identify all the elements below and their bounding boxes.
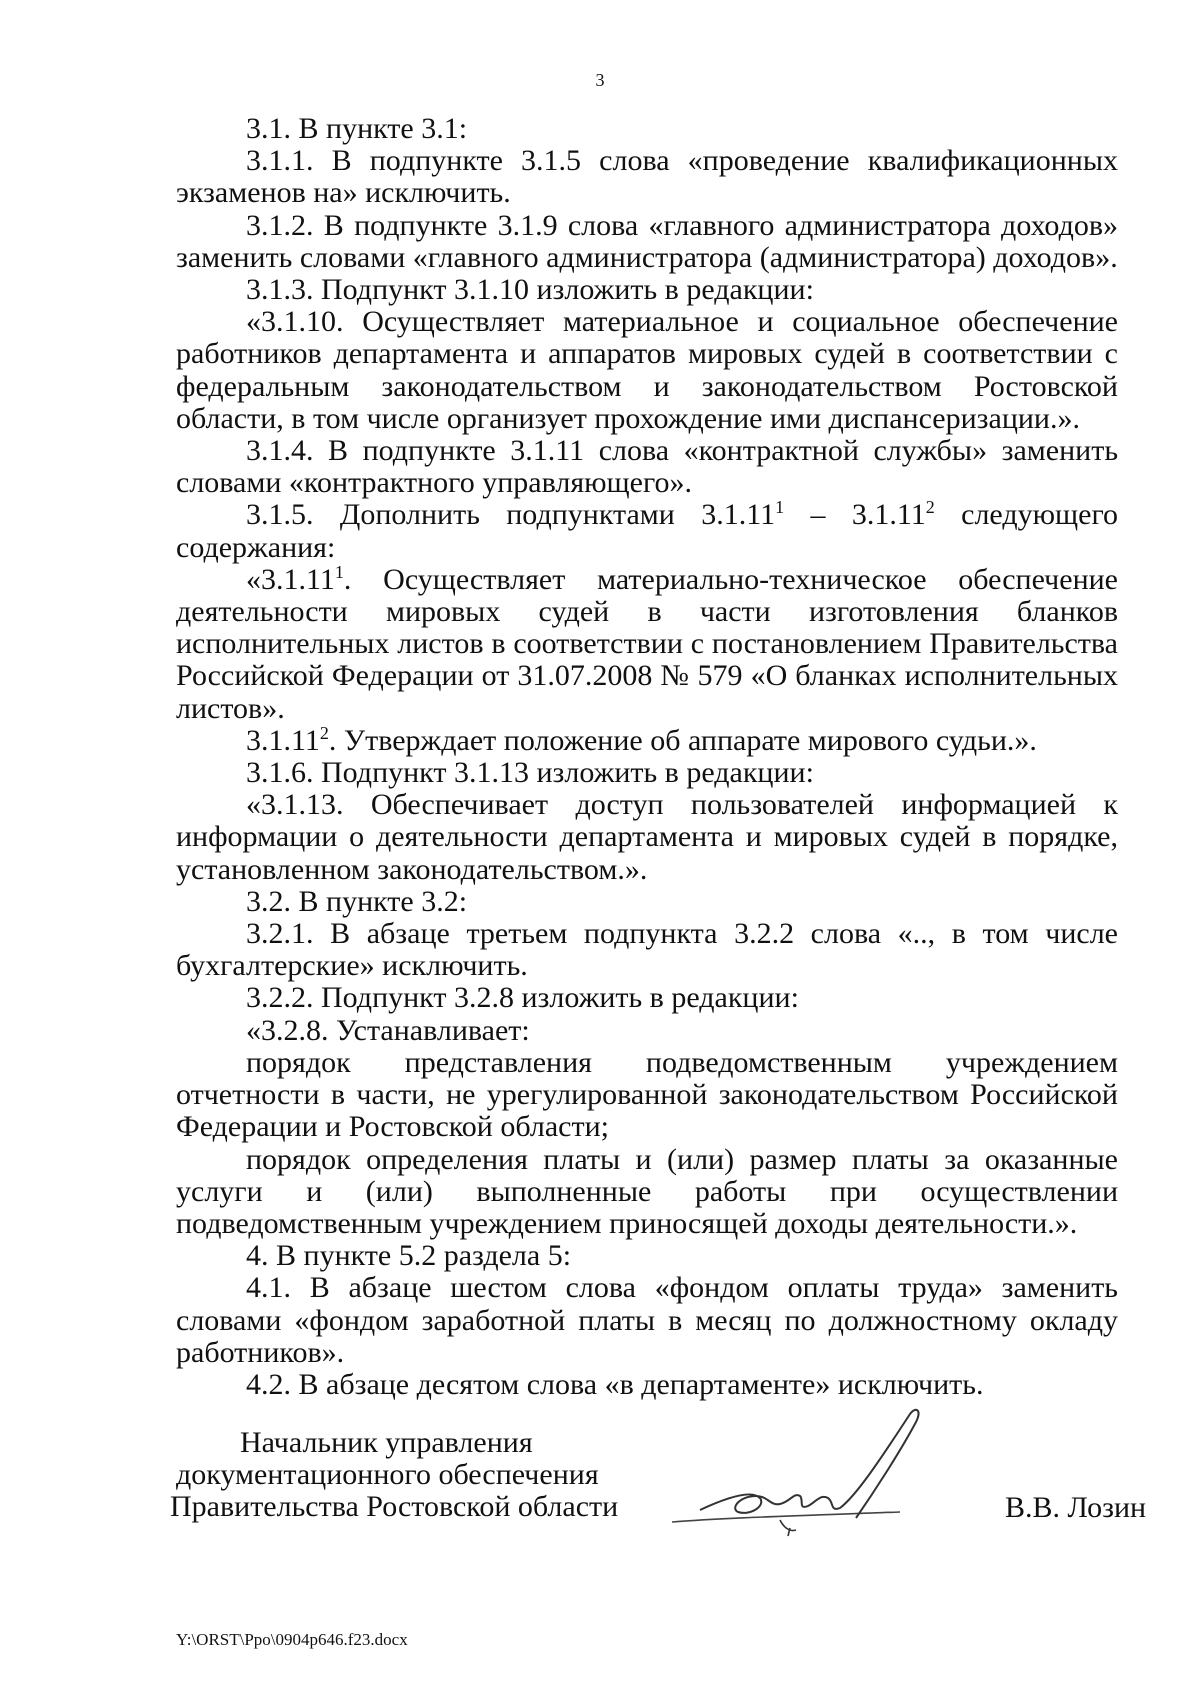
paragraph xyxy=(176,561,1118,725)
paragraph: 3.1.6. Подпункт 3.1.13 изложить в редакции: xyxy=(246,756,814,790)
document-body xyxy=(176,113,1118,1401)
paragraph: 4.1. В абзаце шестом слова «фондом оплаты труда» заменить словами «фондом заработной платы в месяц по должностному окладу работников». xyxy=(176,1271,1118,1369)
superscript-index: 1 xyxy=(775,497,785,518)
paragraph: 3.1.4. В подпункте 3.1.11 слова «контрактной службы» заменить словами «контрактного управляющего». xyxy=(176,434,1118,500)
paragraph-text-part: 3.1.11 xyxy=(246,723,320,757)
paragraph-text-part: «3.1.11 xyxy=(246,562,335,596)
paragraph xyxy=(176,499,1118,563)
paragraph-text-part: следующего содержания: xyxy=(176,498,1119,564)
page-number: 3 xyxy=(595,70,605,90)
signatory-name: В.В. Лозин xyxy=(1005,1491,1147,1524)
paragraph: 4. В пункте 5.2 раздела 5: xyxy=(246,1239,572,1273)
paragraph: 3.2. В пункте 3.2: xyxy=(246,884,468,918)
signatory-title-line-2: документационного обеспечения xyxy=(176,1458,599,1491)
paragraph: «3.2.8. Устанавливает: xyxy=(246,1013,530,1047)
paragraph-text-part: . Утверждает положение об аппарате мирового судьи.». xyxy=(328,723,1037,757)
paragraph: «3.1.10. Осуществляет материальное и социальное обеспечение работников департамента и аппаратов мировых судей в соответствии с федеральным законодательством и законодательством Ростовской области, в том числе организует прохождение ими диспансеризации.». xyxy=(176,305,1118,435)
signatory-title-line-1: Начальник управления xyxy=(240,1426,533,1459)
paragraph: 3.1. В пункте 3.1: xyxy=(246,112,468,145)
paragraph: 3.1.1. В подпункте 3.1.5 слова «проведение квалификационных экзаменов на» исключить. xyxy=(176,144,1118,210)
paragraph: порядок определения платы и (или) размер платы за оказанные услуги и (или) выполненные работы при осуществлении подведомственным учреждением приносящей доходы деятельности.». xyxy=(176,1142,1118,1240)
paragraph: «3.1.13. Обеспечивает доступ пользователей информацией к информации о деятельности департамента и мировых судей в порядке, установленном законодательством.». xyxy=(176,788,1118,886)
paragraph-text-part: 3.1.5. Дополнить подпунктами 3.1.11 xyxy=(246,498,776,532)
paragraph: 3.2.1. В абзаце третьем подпункта 3.2.2 слова «.., в том числе бухгалтерские» исключить. xyxy=(176,917,1118,983)
paragraph: 4.2. В абзаце десятом слова «в департаменте» исключить. xyxy=(246,1367,984,1401)
signatory-title-block xyxy=(160,1427,618,1523)
superscript-index: 2 xyxy=(925,497,935,518)
paragraph: 3.1.2. В подпункте 3.1.9 слова «главного администратора доходов» заменить словами «главного администратора (администратора) доходов». xyxy=(176,208,1118,274)
signatory-title-line-3: Правительства Ростовской области xyxy=(170,1490,619,1523)
superscript-index: 2 xyxy=(319,722,329,743)
paragraph xyxy=(176,722,1118,757)
superscript-index: 1 xyxy=(334,561,344,582)
paragraph: 3.1.3. Подпункт 3.1.10 изложить в редакции: xyxy=(246,273,814,307)
paragraph: 3.2.2. Подпункт 3.2.8 изложить в редакции: xyxy=(246,981,799,1015)
handwritten-signature xyxy=(660,1400,960,1560)
paragraph-text-part: . Осуществляет материально-техническое обеспечение деятельности мировых судей в части изготовления бланков исполнительных листов в соответствии с постановлением Правительства Российской Федерации от 31.07.2008 № 579 «О бланках исполнительных листов». xyxy=(176,562,1118,725)
file-path-footer: Y:\ORST\Ppo\0904p646.f23.docx xyxy=(176,1630,408,1649)
paragraph-text-part: – 3.1.11 xyxy=(784,498,926,532)
paragraph: порядок представления подведомственным учреждением отчетности в части, не урегулированной законодательством Российской Федерации и Ростовской области; xyxy=(176,1045,1118,1144)
